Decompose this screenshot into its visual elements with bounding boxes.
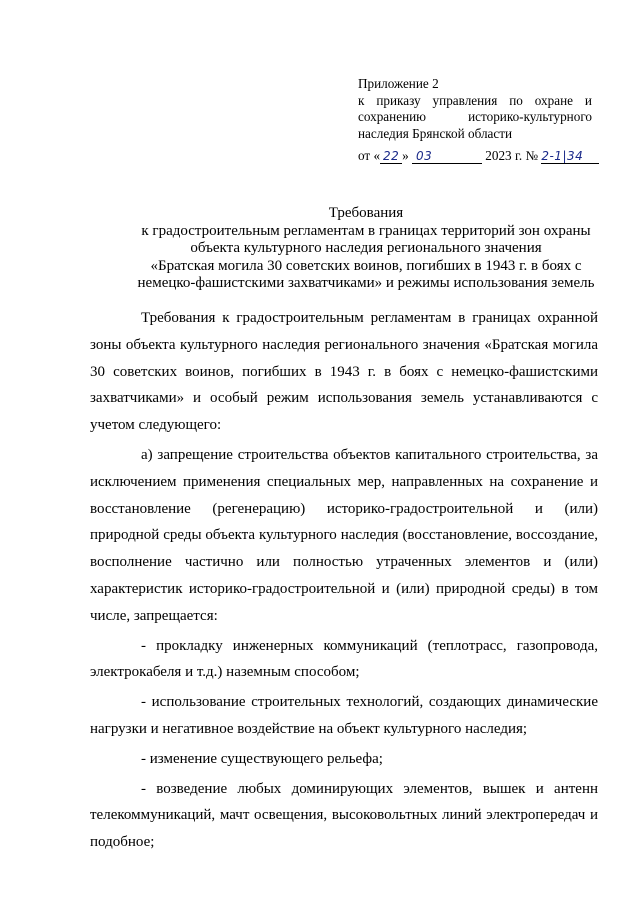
order-month-handwritten: 03 <box>412 149 482 164</box>
appendix-line: к приказу управления по охране и <box>358 92 592 108</box>
document-body <box>90 305 598 856</box>
heading-line: объекта культурного наследия регионального значения <box>190 240 542 257</box>
order-year-text: 2023 г. № <box>485 148 539 163</box>
order-day-handwritten: 22 <box>380 149 402 164</box>
order-date-line <box>358 148 598 164</box>
appendix-title: Приложение 2 <box>358 76 439 91</box>
document-heading <box>96 205 636 293</box>
appendix-block <box>358 76 592 142</box>
body-list-item: - возведение любых доминирующих элементов, вышек и антенн телекоммуникаций, мачт освещения, высоковольтных линий электропередач и подобное; <box>90 780 598 851</box>
heading-line: к градостроительным регламентам в границах территорий зон охраны <box>141 222 591 239</box>
body-list-item: - изменение существующего рельефа; <box>141 750 383 767</box>
heading-title: Требования <box>328 205 404 221</box>
appendix-line: наследия Брянской области <box>358 125 513 141</box>
order-close-quote: » <box>402 148 409 163</box>
body-list-item: - прокладку инженерных коммуникаций (теплотрасс, газопровода, электрокабеля и т.д.) наземным способом; <box>90 637 598 681</box>
appendix-line: сохранению историко-культурного <box>358 109 592 125</box>
order-number-handwritten: 2-1|34 <box>541 149 599 164</box>
body-list-item: - использование строительных технологий, создающих динамические нагрузки и негативное воздействие на объект культурного наследия; <box>90 694 598 737</box>
body-paragraph: Требования к градостроительным регламентам в границах охранной зоны объекта культурного наследия регионального значения «Братская могила 30 советских воинов, погибших в 1943 г. в боях с немецко-фашистскими захватчиками» и особый режим использования земель устанавливаются с учетом следующего: <box>90 310 598 434</box>
order-prefix: от « <box>358 148 381 163</box>
heading-line: «Братская могила 30 советских воинов, погибших в 1943 г. в боях с <box>150 257 582 274</box>
heading-line: немецко-фашистскими захватчиками» и режимы использования земель <box>137 275 595 292</box>
body-paragraph: а) запрещение строительства объектов капитального строительства, за исключением применения специальных мер, направленных на сохранение и восстановление (регенерацию) историко-градостроительной и (или) природной среды объекта культурного наследия (восстановление, воссоздание, восполнение частично или полностью утраченных элементов и (или) характеристик историко-градостроительной и (или) природной среды) в том числе, запрещается: <box>90 446 598 624</box>
